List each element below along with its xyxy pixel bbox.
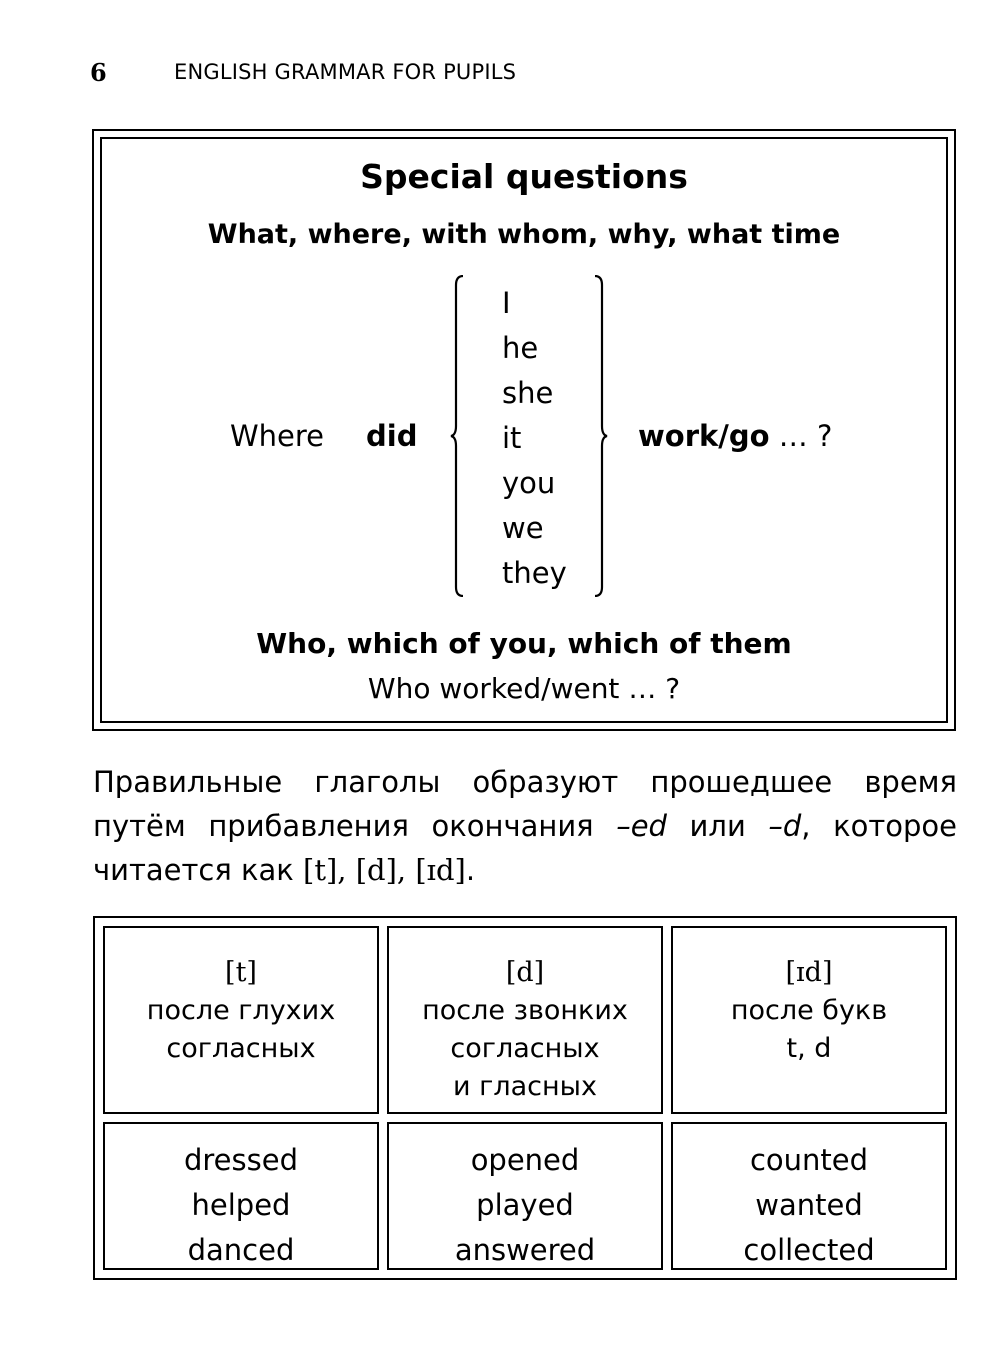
rule-line: и гласных <box>453 1071 597 1102</box>
page-number: 6 <box>90 58 107 87</box>
example-verb: played <box>476 1188 574 1222</box>
rule-line: после букв <box>730 995 888 1026</box>
example-verb: collected <box>743 1233 875 1267</box>
header-cell-id <box>671 926 947 1114</box>
paragraph-text: , которое читается как <box>93 809 957 887</box>
rule-line: согласных <box>166 1033 316 1064</box>
header-cell-d <box>387 926 663 1114</box>
paragraph-text: . <box>465 853 476 887</box>
auxiliary-did: did <box>366 419 418 453</box>
verb-workgo <box>638 419 832 453</box>
example-verb: opened <box>470 1143 580 1177</box>
rule-line: после звонких <box>422 995 628 1026</box>
example-verb: counted <box>749 1143 869 1177</box>
suffix-ed: –ed <box>616 809 667 843</box>
pronoun-item: we <box>502 511 544 545</box>
left-brace-icon <box>450 275 464 597</box>
paragraph-text: Правильные глаголы образуют прошедшее время путём прибавления окончания <box>93 765 957 843</box>
question-word-where: Where <box>230 419 325 453</box>
pronoun-item: she <box>502 376 554 410</box>
special-questions-box-inner <box>100 137 948 723</box>
examples-cell-d <box>387 1122 663 1270</box>
example-verb: danced <box>187 1233 295 1267</box>
header-cell-t <box>103 926 379 1114</box>
pronoun-item: you <box>502 466 556 500</box>
verb-text: work/go <box>638 419 770 453</box>
sound-label: [t] <box>225 957 257 988</box>
sound-label: [ɪd] <box>785 957 833 988</box>
pronoun-item: I <box>502 286 511 320</box>
example-verb: helped <box>191 1188 291 1222</box>
who-question-words: Who, which of you, which of them <box>256 627 792 660</box>
example-verb: dressed <box>183 1143 298 1177</box>
example-verb: answered <box>454 1233 596 1267</box>
running-title: ENGLISH GRAMMAR FOR PUPILS <box>174 60 517 84</box>
paragraph-text: или <box>666 809 769 843</box>
pronoun-item: he <box>502 331 539 365</box>
endings-table <box>93 916 957 1280</box>
pronoun-item: it <box>502 421 522 455</box>
question-words: What, where, with whom, why, what time <box>207 219 841 250</box>
pronoun-list <box>502 281 567 596</box>
box-title: Special questions <box>360 157 688 196</box>
phonetic-sounds: [t], [d], [ɪd] <box>303 853 466 887</box>
rule-line: после глухих <box>146 995 336 1026</box>
rule-line: t, d <box>786 1033 832 1064</box>
pronoun-item: they <box>502 556 567 590</box>
rule-line: согласных <box>450 1033 600 1064</box>
rule-paragraph <box>93 760 957 892</box>
right-brace-icon <box>594 275 608 597</box>
suffix-d: –d <box>768 809 802 843</box>
who-example: Who worked/went … ? <box>367 672 681 705</box>
example-verb: wanted <box>755 1188 863 1222</box>
special-questions-box <box>92 129 956 731</box>
question-ending: … ? <box>769 419 833 453</box>
sound-label: [d] <box>505 957 545 988</box>
examples-cell-t <box>103 1122 379 1270</box>
examples-cell-id <box>671 1122 947 1270</box>
